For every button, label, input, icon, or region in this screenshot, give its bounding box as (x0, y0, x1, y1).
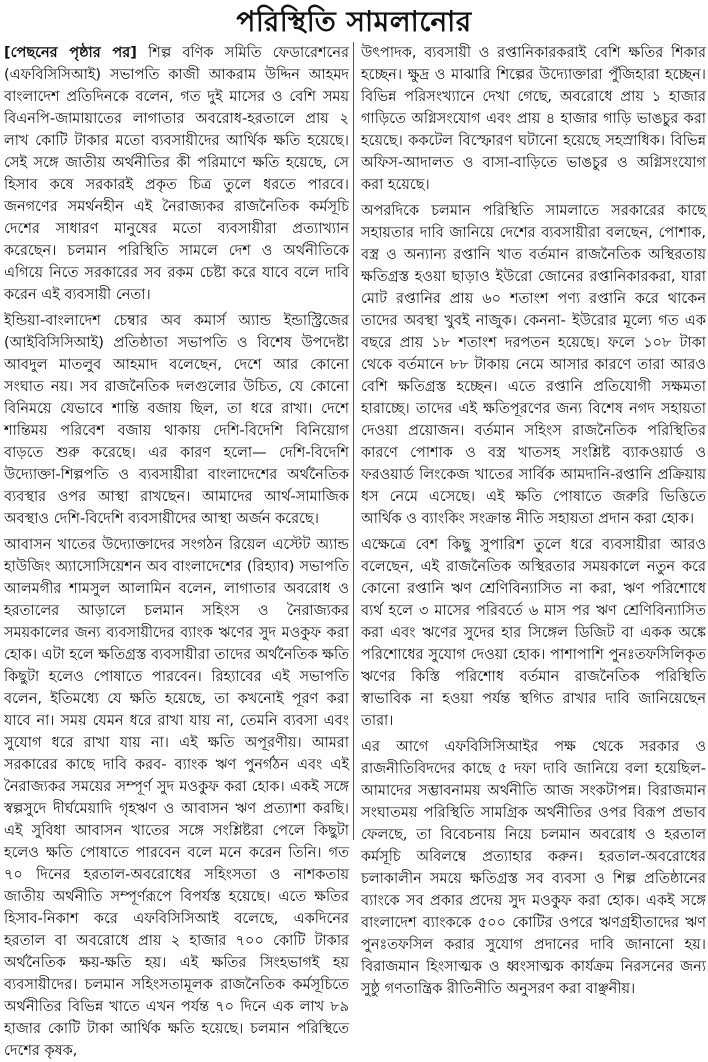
right-column (361, 42, 706, 997)
continuation-kicker: [পেছনের পৃষ্ঠার পর] (4, 45, 137, 61)
article-paragraph: অপরদিকে চলমান পরিস্থিতি সামলাতে সরকারের কাছে সহায়তার দাবি জানিয়ে দেশের ব্যবসায়ীরা বলছেন, পোশাক, বস্ত্র ও অন্যান্য রপ্তানি খাত বর্তমান রাজনৈতিক অস্থিরতায় ক্ষতিগ্রস্ত হওয়া ছাড়াও ইউরো জোনের রপ্তানিকারকরা, যারা মোট রপ্তানির প্রায় ৬০ শতাংশ পণ্য রপ্তানি করে থাকেন তাদের অবস্থা খুবই নাজুক। কেননা- ইউরোর মূল্যে গত এক বছরে প্রায় ১৮ শতাংশ দরপতন হয়েছে। ফলে ১০৮ টাকা থেকে বর্তমানে ৮৮ টাকায় নেমে আসার কারণে তারা আরও বেশি ক্ষতিগ্রস্ত হচ্ছেন। এতে রপ্তানি প্রতিযোগী সক্ষমতা হারাচ্ছে। তাদের এই ক্ষতিপূরণের জন্য বিশেষ নগদ সহায়তা দেওয়া প্রয়োজন। বর্তমান সহিংস রাজনৈতিক পরিস্থিতির কারণে পোশাক ও বস্ত্র খাতসহ সংশ্লিষ্ট ব্যাকওয়ার্ড ও ফরওয়ার্ড লিংকেজ খাতের সার্বিক আমদানি-রপ্তানি প্রক্রিয়ায় ধস নেমে এসেছে। এই ক্ষতি পোষাতে জরুরি ভিত্তিতে আর্থিক ও ব্যাংকিং সংক্রান্ত নীতি সহায়তা প্রদান করা হোক। (361, 203, 706, 527)
article-paragraph (4, 42, 349, 306)
headline: পরিস্থিতি সামলানোর (236, 5, 472, 38)
article-paragraph: এর আগে এফবিসিসিআইর পক্ষ থেকে সরকার ও রাজনীতিবিদদের কাছে ৫ দফা দাবি জানিয়ে বলা হয়েছিল- আমাদের সম্ভাবনাময় অর্থনীতি আজ সংকটাপন্ন। বিরাজমান সংঘাতময় পরিস্থিতি সামগ্রিক অর্থনীতির ওপর বিরূপ প্রভাব ফেলছে, তা বিবেচনায় নিয়ে চলমান অবরোধ ও হরতাল কর্মসূচি অবিলম্বে প্রত্যাহার করুন। হরতাল-অবরোধের চলাকালীন সময়ে ক্ষতিগ্রস্ত সব ব্যবসা ও শিল্প প্রতিষ্ঠানের ব্যাংকে সব প্রকার প্রদেয় সুদ মওকুফ করা হোক। একই সঙ্গে বাংলাদেশ ব্যাংককে ৫০০ কোটির ওপরে ঋণগ্রহীতাদের ঋণ পুনঃতফসিল করার সুযোগ প্রদানের দাবি জানানো হয়। বিরাজমান হিংসাত্মক ও ধ্বংসাত্মক কার্যক্রম নিরসনের জন্য সুষ্ঠু গণতান্ত্রিক রীতিনীতি অনুসরণ করা বাঞ্ছনীয়। (361, 739, 706, 997)
article-paragraph: আবাসন খাতের উদ্যোক্তাদের সংগঠন রিয়েল এস্টেট অ্যান্ড হাউজিং অ্যাসোসিয়েশন অব বাংলাদেশের (রিহ্যাব) সভাপতি আলমগীর শামসুল আলামিন বলেন, লাগাতার অবরোধ ও হরতালের আড়ালে চলমান সহিংস ও নৈরাজ্যকর সময়কালের জন্য ব্যবসায়ীদের ব্যাংক ঋণের সুদ মওকুফ করা হোক। এটা হলে ক্ষতিগ্রস্ত ব্যবসায়ীরা তাদের অর্থনৈতিক ক্ষতি কিছুটা হলেও পোষাতে পারবেন। রিহ্যাবের এই সভাপতি বলেন, ইতিমধ্যে যে ক্ষতি হয়েছে, তা কখনোই পূরণ করা যাবে না। সময় যেমন ধরে রাখা যায় না, তেমনি ব্যবসা এবং সুযোগ ধরে রাখা যায় না। এই ক্ষতি অপূরণীয়। আমরা সরকারের কাছে দাবি করব- ব্যাংক ঋণ পুনর্গঠন এবং এই নৈরাজ্যকর সময়ের সম্পূর্ণ সুদ মওকুফ করা হোক। একই সঙ্গে স্বল্পসুদে দীর্ঘমেয়াদি গৃহঋণ ও আবাসন ঋণ প্রত্যাশা করছি। এই সুবিধা আবাসন খাতের সঙ্গে সংশ্লিষ্টরা পেলে কিছুটা হলেও ক্ষতি পোষাতে পারবেন বলে মনে করেন তিনি। গত ৭০ দিনের হরতাল-অবরোধের সহিংসতা ও নাশকতায় জাতীয় অর্থনীতি সম্পূর্ণরূপে বিপর্যস্ত হয়েছে। এতে ক্ষতির হিসাব-নিকাশ করে এফবিসিসিআই বলেছে, একদিনের হরতাল বা অবরোধে প্রায় ২ হাজার ৭০০ কোটি টাকার অর্থনৈতিক ক্ষয়-ক্ষতি হয়। এই ক্ষতির সিংহভাগই হয় ব্যবসায়ীদের। চলমান সহিংসতামূলক রাজনৈতিক কর্মসূচিতে অর্থনীতির বিভিন্ন খাতে এখন পর্যন্ত ৭০ দিনে এক লাখ ৮৯ হাজার কোটি টাকা আর্থিক ক্ষতি হয়েছে। চলমান পরিস্থিতে দেশের কৃষক, (4, 537, 349, 1059)
left-column (4, 42, 349, 1059)
article-paragraph: এক্ষেত্রে বেশ কিছু সুপারিশ তুলে ধরে ব্যবসায়ীরা আরও বলেছেন, এই রাজনৈতিক অস্থিরতার সময়কালে নতুন করে কোনো রপ্তানি ঋণ শ্রেণিবিন্যাসিত না করা, ঋণ পরিশোধে ব্যর্থ হলে ৩ মাসের পরিবর্তে ৬ মাস পর ঋণ শ্রেণিবিন্যাসিত করা এবং ঋণের সুদের হার সিঙ্গেল ডিজিট বা একক অঙ্কে পরিশোধের সুযোগ দেওয়া হোক। পাশাপাশি পুনঃতফসিলিকৃত ঋণের কিস্তি পরিশোধ বর্তমান রাজনৈতিক পরিস্থিতি স্বাভাবিক না হওয়া পর্যন্ত স্থগিত রাখার দাবি জানিয়েছেন তারা। (361, 537, 706, 729)
column-divider (353, 42, 354, 840)
paragraph-text: শিল্প বণিক সমিতি ফেডারেশনের (এফবিসিসিআই) সভাপতি কাজী আকরাম উদ্দিন আহমদ বাংলাদেশ প্রতিদিনকে বলেন, গত দুই মাসের ও বেশি সময় বিএনপি-জামায়াতের লাগাতার অবরোধ-হরতালে প্রায় ২ লাখ কোটি টাকার মতো ব্যবসায়ীদের আর্থিক ক্ষতি হয়েছে। সেই সঙ্গে জাতীয় অর্থনীতির কী পরিমাণে ক্ষতি হয়েছে, সে হিসাব কষে সরকারই প্রকৃত চিত্র তুলে ধরতে পারবে। জনগণের সমর্থনহীন এই নৈরাজ্যকর রাজনৈতিক কর্মসূচি দেশের সাধারণ মানুষের মতো ব্যবসায়ীরা প্রত্যাখ্যান করেছেন। চলমান পরিস্থিতি সামলে দেশ ও অর্থনীতিকে এগিয়ে নিতে সরকারের সব রকম চেষ্টা করে যাবে বলে দাবি করেন এই ব্যবসায়ী নেতা। (4, 45, 349, 303)
article-paragraph: ইন্ডিয়া-বাংলাদেশ চেম্বার অব কমার্স অ্যান্ড ইন্ডাস্ট্রিজের (আইবিসিসিআই) প্রতিষ্ঠাতা সভাপতি ও বিশেষ উপদেষ্টা আবদুল মাতলুব আহমাদ বলেছেন, দেশে আর কোনো সংঘাত নয়। সব রাজনৈতিক দলগুলোর উচিত, যে কোনো বিনিময়ে যেভাবে শান্তি বজায় ছিল, তা ধরে রাখা। দেশে শান্তিময় পরিবেশ বজায় থাকায় দেশি-বিদেশি বিনিয়োগ বাড়তে শুরু করেছে। এর কারণ হলো— দেশি-বিদেশি উদ্যোক্তা-শিল্পপতি ও ব্যবসায়ীরা বাংলাদেশের অর্থনৈতিক ব্যবস্থার ওপর আস্থা রাখছেন। আমাদের আর্থ-সামাজিক অবস্থাও দেশি-বিদেশি ব্যবসায়ীদের আস্থা অর্জন করেছে। (4, 313, 349, 527)
article-paragraph: উৎপাদক, ব্যবসায়ী ও রপ্তানিকারকরাই বেশি ক্ষতির শিকার হচ্ছেন। ক্ষুদ্র ও মাঝারি শিল্পের উদ্যোক্তারা পুঁজিহারা হচ্ছেন। বিভিন্ন পরিসংখ্যানে দেখা গেছে, অবরোধে প্রায় ১ হাজার গাড়িতে অগ্নিসংযোগ এবং প্রায় ৪ হাজার গাড়ি ভাঙচুর করা হয়েছে। ককটেল বিস্ফোরণ ঘটানো হয়েছে সহস্রাধিক। বিভিন্ন অফিস-আদালত ও বাসা-বাড়িতে ভাঙচুর ও অগ্নিসংযোগ করা হয়েছে। (361, 45, 706, 193)
